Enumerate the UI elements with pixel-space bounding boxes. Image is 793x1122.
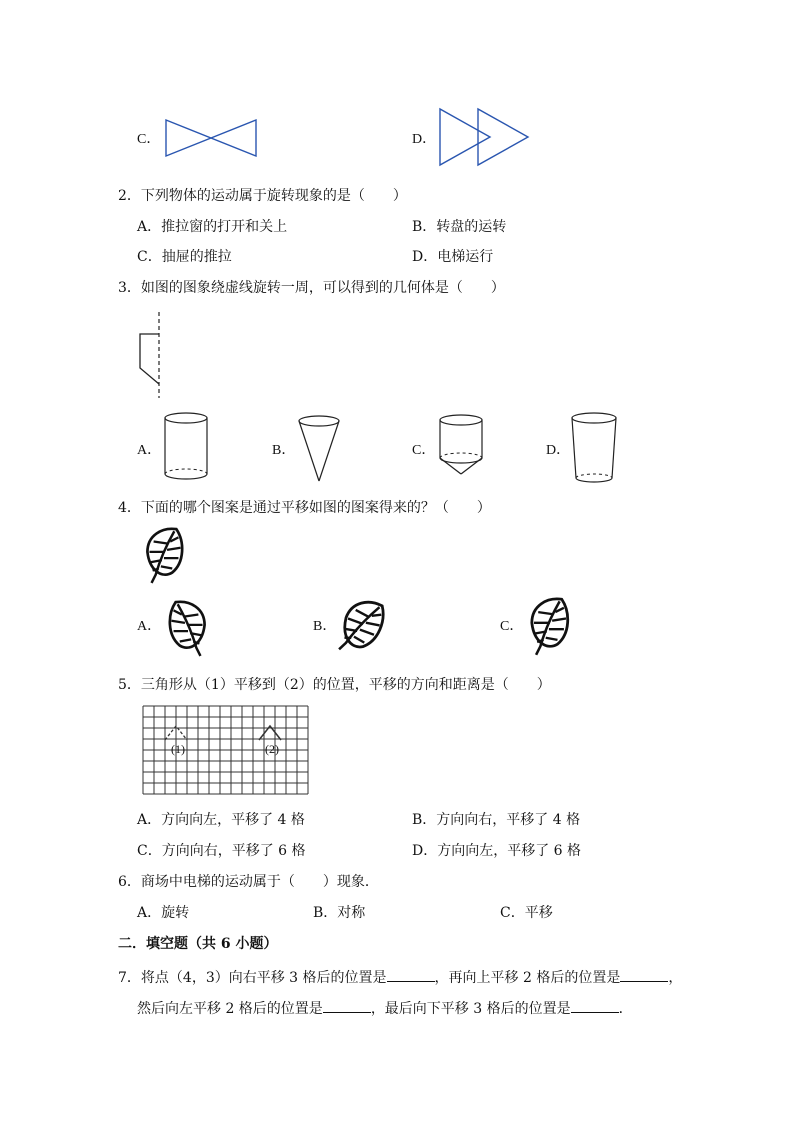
q1-option-c-label: C．	[137, 132, 161, 147]
q3-option-a-cylinder-figure	[162, 410, 210, 484]
q4-option-b-leaf-figure	[337, 596, 387, 658]
q5-option-c[interactable]: C．方向向右，平移了 6 格	[137, 843, 306, 859]
q4-option-a-label[interactable]: A．	[137, 619, 162, 634]
q1-option-d-label: D．	[412, 132, 437, 147]
q6-option-c[interactable]: C．平移	[500, 905, 553, 921]
q4-stem: 4．下面的哪个图案是通过平移如图的图案得来的？（ ）	[118, 500, 491, 516]
q3-stem: 3．如图的图象绕虚线旋转一周，可以得到的几何体是（ ）	[118, 280, 505, 296]
q7-blank-4[interactable]	[571, 998, 619, 1013]
q4-reference-leaf-figure	[140, 525, 190, 585]
q3-option-b-cone-figure	[296, 413, 342, 483]
q7-blank-2[interactable]	[620, 967, 668, 982]
q6-option-a[interactable]: A．旋转	[137, 905, 190, 921]
q2-option-d[interactable]: D．电梯运行	[412, 249, 494, 265]
q2-option-a[interactable]: A．推拉窗的打开和关上	[137, 219, 288, 235]
q7-text-1c: ，	[668, 970, 683, 986]
q3-option-d-frustum-figure	[570, 410, 618, 486]
q5-option-a[interactable]: A．方向向左，平移了 4 格	[137, 812, 305, 828]
q4-option-c-label[interactable]: C．	[500, 619, 524, 634]
q3-option-c-cylinder-cone-figure	[437, 412, 485, 486]
q1-option-d-triangles-figure	[438, 107, 532, 167]
q4-option-a-leaf-figure	[162, 598, 212, 658]
q5-grid-label-2: (2)	[265, 742, 279, 756]
q7-line-1	[118, 967, 682, 987]
q2-stem: 2．下列物体的运动属于旋转现象的是（ ）	[118, 188, 407, 204]
q5-option-b[interactable]: B．方向向右，平移了 4 格	[412, 812, 581, 828]
q1-option-c-bowtie-figure	[164, 118, 258, 158]
section-2-title: 二．填空题（共 6 小题）	[118, 936, 278, 952]
q5-stem: 5．三角形从（1）平移到（2）的位置，平移的方向和距离是（ ）	[118, 677, 551, 693]
q6-stem: 6．商场中电梯的运动属于（ ）现象．	[118, 874, 379, 890]
q2-option-c[interactable]: C．抽屉的推拉	[137, 249, 232, 265]
q3-option-d-label[interactable]: D．	[546, 443, 571, 458]
q7-text-1b: ，再向上平移 2 格后的位置是	[434, 970, 621, 986]
q4-option-c-leaf-figure	[524, 595, 576, 657]
q6-option-b[interactable]: B．对称	[313, 905, 366, 921]
q4-option-b-label[interactable]: B．	[313, 619, 337, 634]
q3-option-b-label[interactable]: B．	[272, 443, 296, 458]
q7-line-2	[137, 998, 633, 1018]
q7-text-2c: ．	[618, 1001, 633, 1017]
q3-rotation-shape-figure	[136, 312, 172, 398]
q7-blank-1[interactable]	[387, 967, 435, 982]
q7-blank-3[interactable]	[323, 998, 371, 1013]
q5-grid-label-1: (1)	[171, 742, 185, 756]
q2-option-b[interactable]: B．转盘的运转	[412, 219, 507, 235]
q7-text-1a: 7．将点（4，3）向右平移 3 格后的位置是	[118, 970, 387, 986]
q5-grid-figure	[143, 706, 309, 794]
q3-option-c-label[interactable]: C．	[412, 443, 436, 458]
q7-text-2b: ，最后向下平移 3 格后的位置是	[370, 1001, 571, 1017]
q7-text-2a: 然后向左平移 2 格后的位置是	[137, 1001, 323, 1017]
q3-option-a-label[interactable]: A．	[137, 443, 162, 458]
q5-option-d[interactable]: D．方向向左，平移了 6 格	[412, 843, 582, 859]
